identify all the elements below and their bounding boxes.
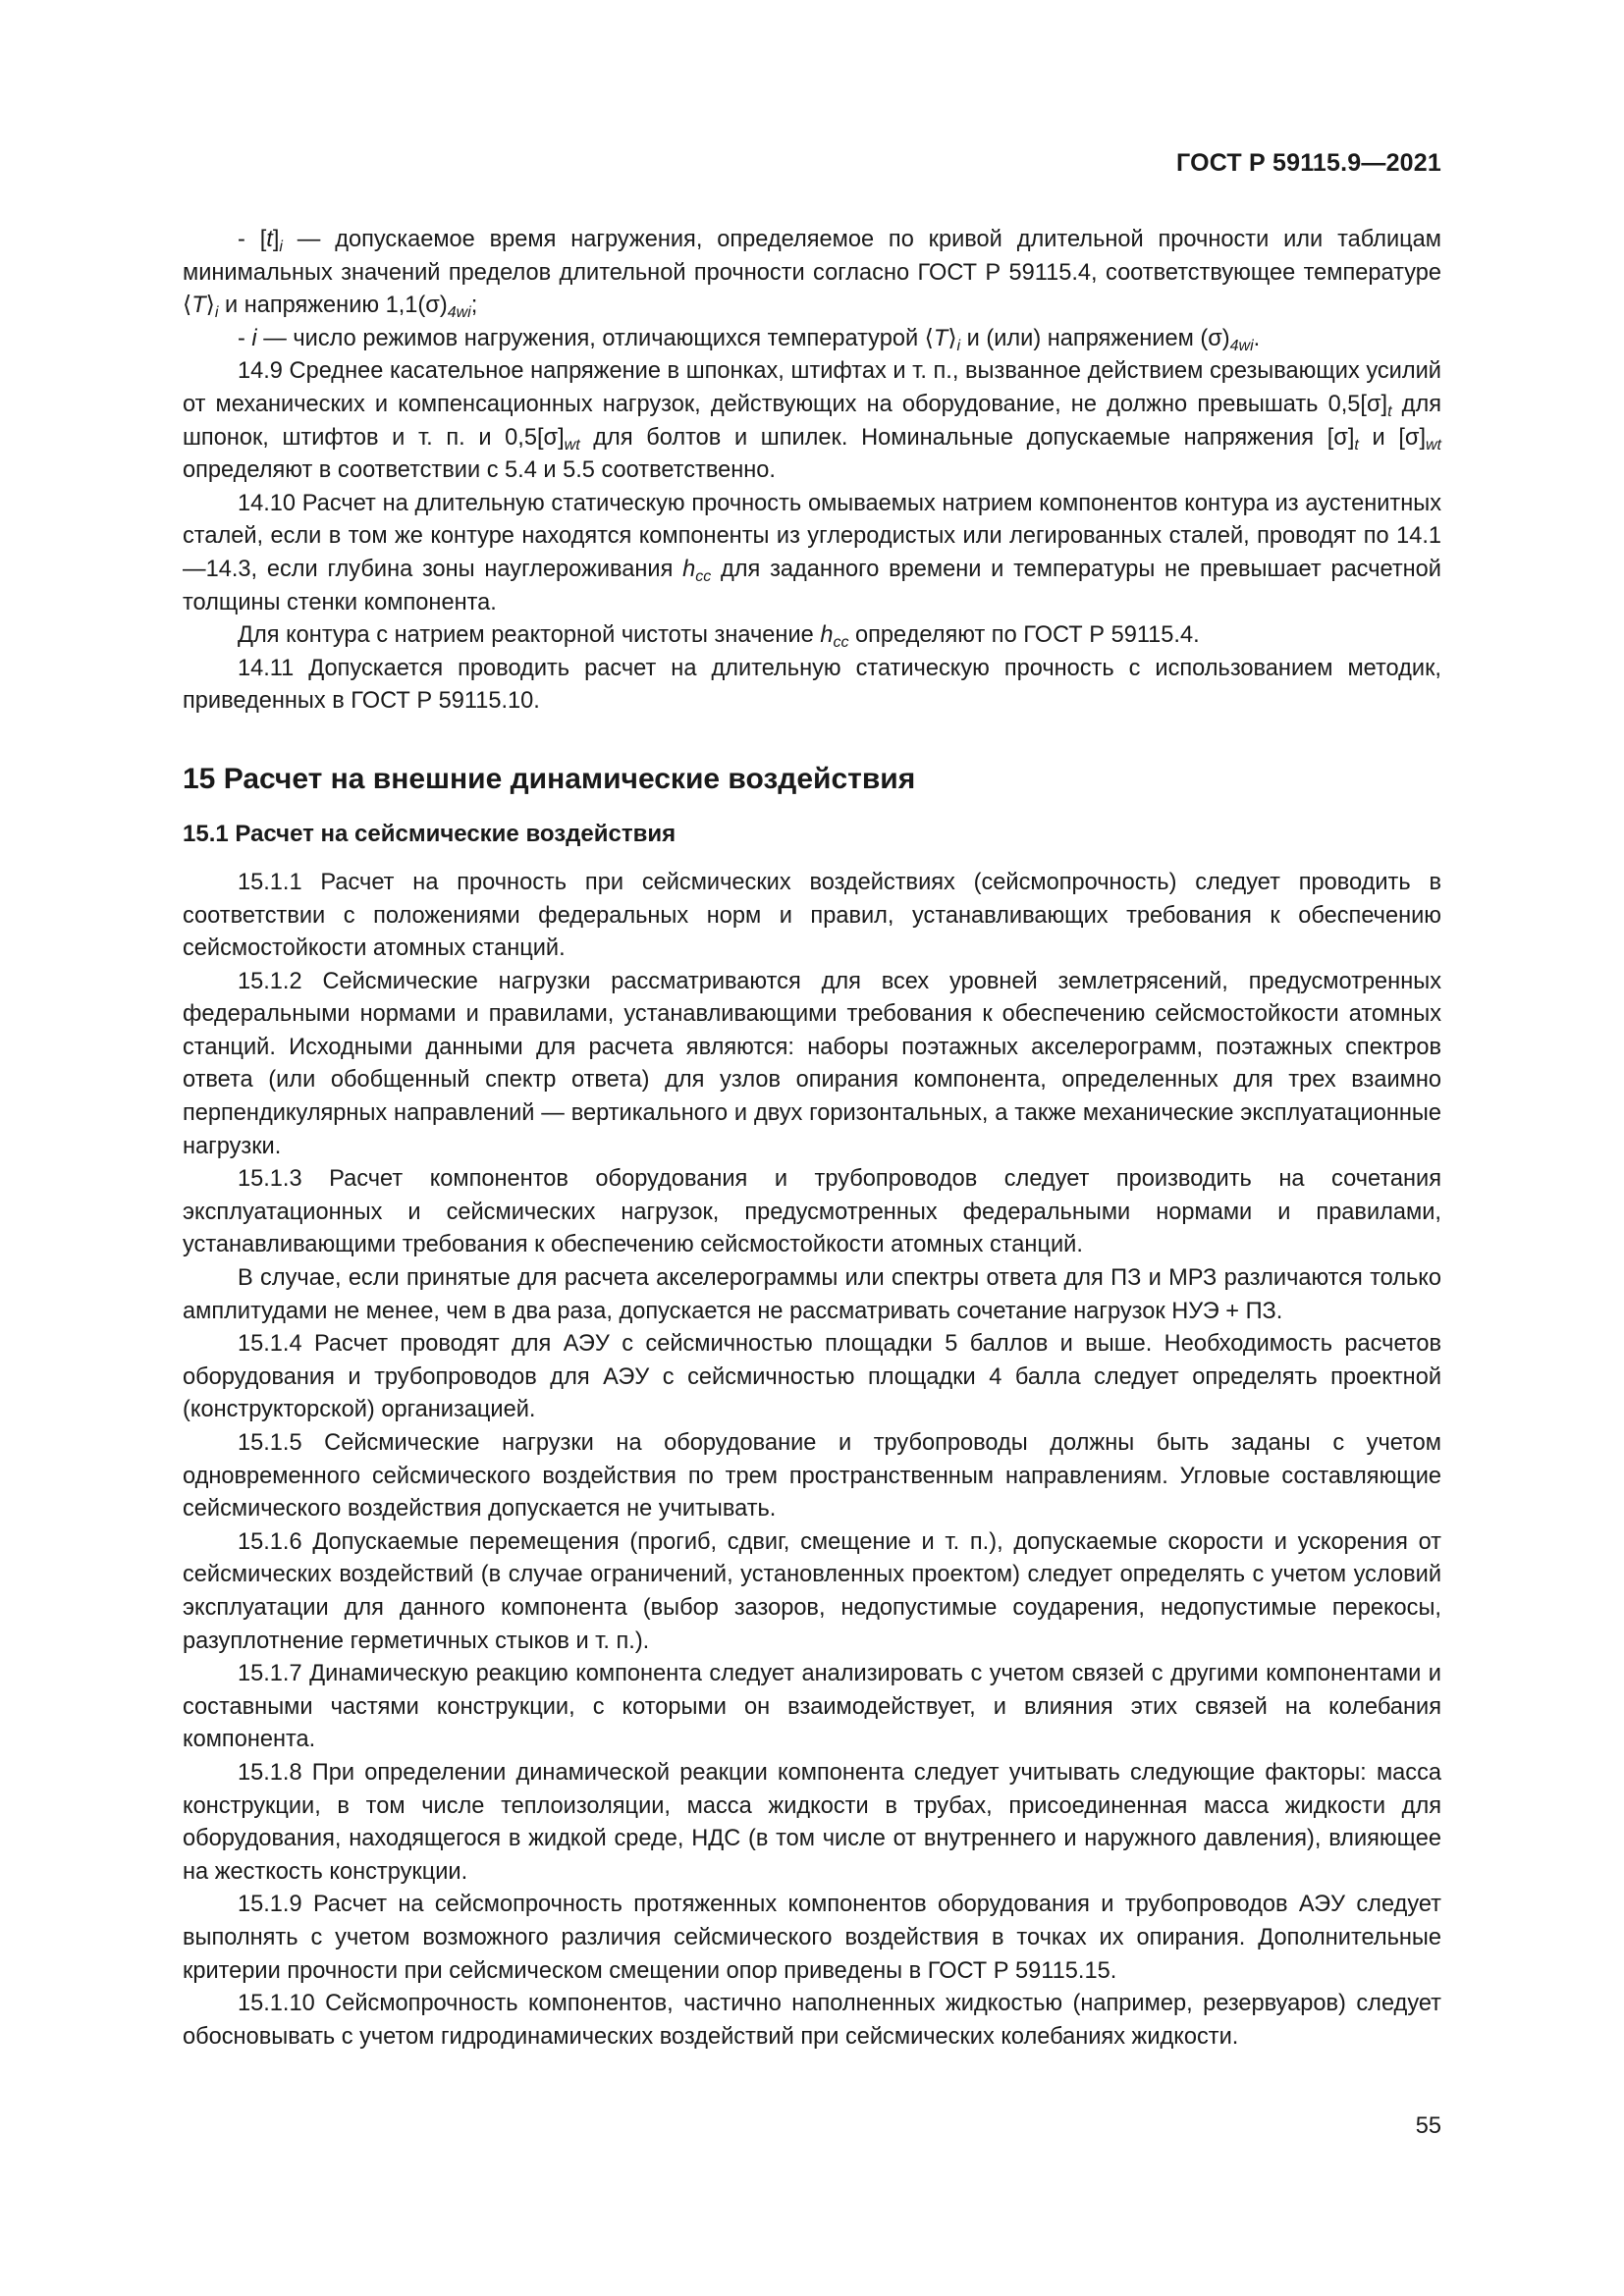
text-run: и (или) напряжением (σ) xyxy=(960,325,1230,351)
paragraph-15-1-9: 15.1.9 Расчет на сейсмопрочность протяженных компонентов оборудования и трубопроводов АЭУ следует выполнять с учетом возможного различия сейсмического воздействия в точках их опирания. Дополнительные критерии прочности при сейсмическом смещении опор приведены в ГОСТ Р 59115.15. xyxy=(183,1892,1441,1984)
page-number: 55 xyxy=(1415,2113,1441,2139)
text-run: - xyxy=(238,325,252,351)
paragraph-t-dop xyxy=(183,224,1441,323)
text-run-italic: T xyxy=(191,293,206,319)
page-content xyxy=(183,224,1441,2054)
document-code-header: ГОСТ Р 59115.9—2021 xyxy=(1176,149,1441,177)
text-run: 14.9 Среднее касательное напряжение в шпонках, штифтах и т. п., вызванное действием срезывающих усилий от механических и компенсационных нагрузок, действующих на оборудование, не должно превышать 0,5[σ] xyxy=(183,358,1441,417)
text-run: для шпонок, штифтов и т. п. и 0,5[σ] xyxy=(183,391,1441,451)
text-run: - [ xyxy=(238,227,267,252)
subscript: wt xyxy=(1426,436,1441,454)
subscript: t xyxy=(1387,402,1392,420)
text-run: и напряжению 1,1(σ) xyxy=(218,293,448,319)
text-run: для болтов и шпилек. Номинальные допускаемые напряжения [σ] xyxy=(579,424,1355,451)
paragraph-14-9 xyxy=(183,355,1441,487)
subsection-15-1-heading: 15.1 Расчет на сейсмические воздействия xyxy=(183,820,677,847)
subscript: wt xyxy=(564,436,580,454)
text-run: ; xyxy=(470,293,478,319)
paragraph-15-1-2: 15.1.2 Сейсмические нагрузки рассматриваются для всех уровней землетрясений, предусмотренных федеральными нормами и правилами, устанавливающими требования к обеспечению сейсмостойкости атомных станций. Исходными данными для расчета являются: наборы поэтажных акселерограмм, поэтажных спектров ответа (или обобщенный спектр ответа) для узлов опирания компонента, определенных для трех взаимно перпендикулярных направлений — вертикального и двух горизонтальных, а также механические эксплуатационные нагрузки. xyxy=(183,968,1441,1159)
subscript: cc xyxy=(833,634,849,652)
text-run: ⟩ xyxy=(947,325,957,351)
paragraph-15-1-8: 15.1.8 При определении динамической реакции компонента следует учитывать следующие факторы: масса конструкции, в том числе теплоизоляции, масса жидкости в трубах, присоединенная масса жидкости для оборудования, находящегося в жидкой среде, НДС (в том числе от внутреннего и наружного давления), влияющее на жесткость конструкции. xyxy=(183,1759,1441,1885)
text-run: для заданного времени и температуры не превышает расчетной толщины стенки компонента. xyxy=(183,556,1441,615)
subscript: 4wi xyxy=(447,304,471,322)
text-run: — допускаемое время нагружения, определяемое по кривой длительной прочности или таблицам минимальных значений пределов длительной прочности согласно ГОСТ Р 59115.4, соответствующее температуре ⟨ xyxy=(183,227,1441,319)
paragraph-14-10-sodium xyxy=(183,619,1441,653)
subscript: cc xyxy=(695,567,712,585)
subscript: t xyxy=(1354,436,1359,454)
text-run-italic: t xyxy=(266,227,273,252)
text-run: и [σ] xyxy=(1358,424,1426,451)
text-run: 14.10 Расчет на длительную статическую прочность омываемых натрием компонентов контура из аустенитных сталей, если в том же контуре находятся компоненты из углеродистых или легированных сталей, проводят по 14.1—14.3, если глубина зоны науглероживания xyxy=(183,490,1441,582)
text-run-italic: h xyxy=(820,622,834,649)
paragraph-14-10 xyxy=(183,488,1441,619)
text-run: Для контура с натрием реакторной чистоты значение xyxy=(238,622,821,649)
paragraph-15-1-3: 15.1.3 Расчет компонентов оборудования и трубопроводов следует производить на сочетания эксплуатационных и сейсмических нагрузок, предусмотренных федеральными нормами и правилами, устанавливающими требования к обеспечению сейсмостойкости атомных станций. xyxy=(183,1166,1441,1258)
paragraph-15-1-4: 15.1.4 Расчет проводят для АЭУ с сейсмичностью площадки 5 баллов и выше. Необходимость расчетов оборудования и трубопроводов для АЭУ с сейсмичностью площадки 4 балла следует определять проектной (конструкторской) организацией. xyxy=(183,1331,1441,1423)
text-run: ⟩ xyxy=(205,293,215,319)
paragraph-15-1-1: 15.1.1 Расчет на прочность при сейсмических воздействиях (сейсмопрочность) следует проводить в соответствии с положениями федеральных норм и правил, устанавливающих требования к обеспечению сейсмостойкости атомных станций. xyxy=(183,869,1441,962)
paragraph-15-1-3-note: В случае, если принятые для расчета акселерограммы или спектры ответа для ПЗ и МРЗ различаются только амплитудами не менее, чем в два раза, допускается не рассматривать сочетание нагрузок НУЭ + ПЗ. xyxy=(183,1265,1441,1324)
paragraph-15-1-5: 15.1.5 Сейсмические нагрузки на оборудование и трубопроводы должны быть заданы с учетом одновременного сейсмического воздействия по трем пространственным направлениям. Угловые составляющие сейсмического воздействия допускается не учитывать. xyxy=(183,1430,1441,1522)
paragraph-i xyxy=(183,323,1441,356)
paragraph-15-1-10: 15.1.10 Сейсмопрочность компонентов, частично наполненных жидкостью (например, резервуаров) следует обосновывать с учетом гидродинамических воздействий при сейсмических колебаниях жидкости. xyxy=(183,1991,1441,2050)
paragraph-15-1-7: 15.1.7 Динамическую реакцию компонента следует анализировать с учетом связей с другими компонентами и составными частями конструкции, с которыми он взаимодействует, и влияния этих связей на колебания компонента. xyxy=(183,1661,1441,1753)
text-run: . xyxy=(1253,325,1261,351)
paragraph-14-11: 14.11 Допускается проводить расчет на длительную статическую прочность с использованием методик, приведенных в ГОСТ Р 59115.10. xyxy=(183,655,1441,715)
text-run-italic: T xyxy=(933,325,948,351)
text-run: ] xyxy=(272,227,280,252)
subscript: 4wi xyxy=(1229,337,1254,354)
text-run: определяют в соответствии с 5.4 и 5.5 соответственно. xyxy=(183,457,776,484)
text-run-italic: h xyxy=(682,556,696,582)
subscript: i xyxy=(279,239,283,255)
text-run: — число режимов нагружения, отличающихся температурой ⟨ xyxy=(256,325,934,351)
text-run: определяют по ГОСТ Р 59115.4. xyxy=(848,622,1200,649)
subscript: i xyxy=(956,337,961,354)
section-15-heading: 15 Расчет на внешние динамические воздействия xyxy=(183,762,916,795)
text-run-italic: i xyxy=(251,325,257,351)
paragraph-15-1-6: 15.1.6 Допускаемые перемещения (прогиб, сдвиг, смещение и т. п.), допускаемые скорости и ускорения от сейсмических воздействий (в случае ограничений, установленных проектом) следует определять с учетом условий эксплуатации для данного компонента (выбор зазоров, недопустимые соударения, недопустимые перекосы, разуплотнение герметичных стыков и т. п.). xyxy=(183,1528,1441,1654)
subscript: i xyxy=(214,304,219,322)
